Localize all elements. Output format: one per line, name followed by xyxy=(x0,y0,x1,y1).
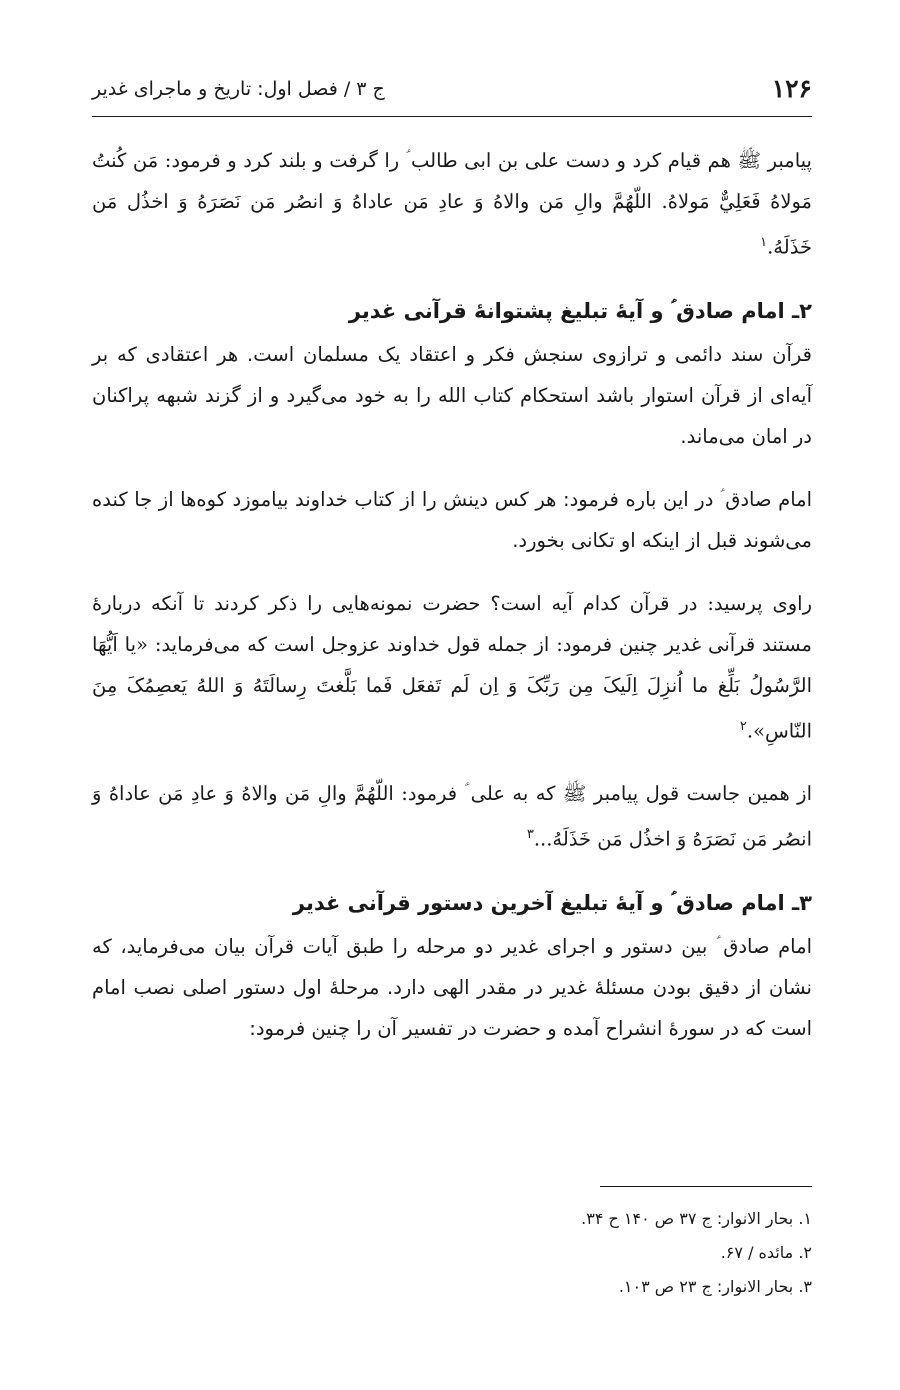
page-body xyxy=(92,140,812,1071)
paragraph-text: راوی پرسید: در قرآن کدام آیه است؟ حضرت نمونه‌هایی را ذکر کردند تا آنکه دربارهٔ مستند قرآنی غدیر چنین فرمود: از جمله قول خداوند عزوجل است که می‌فرماید: «یا اَیُّهَا الرَّسُولُ بَلِّغ ما اُنزِلَ اِلَیکَ مِن رَبِّکَ وَ اِن لَم تَفعَل فَما بَلَّغتَ رِسالَتَهُ وَ اللهُ یَعصِمُکَ مِنَ النّاسِ». xyxy=(92,591,812,742)
page-number: ۱۲۶ xyxy=(771,74,812,103)
paragraph: امام صادق ؑ بین دستور و اجرای غدیر دو مرحله را طبق آیات قرآن بیان می‌فرماید، که نشان از دقیق بودن مسئلهٔ غدیر در مقدر الهی دارد. مرحلهٔ اول دستور اصلی نصب امام است که در سورهٔ انشراح آمده و حضرت در تفسیر آن را چنین فرمود: xyxy=(92,934,812,1040)
header-rule xyxy=(92,116,812,117)
footnote-marker: ۳ xyxy=(526,827,534,842)
section-heading: ۲ـ امام صادق ؑ و آیهٔ تبلیغ پشتوانهٔ قرآنی غدیر xyxy=(348,298,812,323)
footnote-item: ۲. مائده / ۶۷. xyxy=(720,1243,812,1262)
footnote-marker: ۱ xyxy=(760,235,768,250)
paragraph-text: پیامبر ﷺ هم قیام کرد و دست علی بن ابی طالب ؑ را گرفت و بلند کرد و فرمود: مَن كُنتُ مَولاهُ فَعَلِيٌّ مَولاهُ. اللّهُمَّ والِ مَن والاهُ وَ عادِ مَن عاداهُ وَ انصُر مَن نَصَرَهُ وَ اخذُل مَن خَذَلَهُ. xyxy=(92,149,812,259)
footnote-item: ۱. بحار الانوار: ج ۳۷ ص ۱۴۰ ح ۳۴. xyxy=(581,1209,812,1228)
paragraph: قرآن سند دائمی و ترازوی سنجش فکر و اعتقاد یک مسلمان است. هر اعتقادی که بر آیه‌ای از قرآن استوار باشد استحکام کتاب الله را به خود می‌گیرد و از گزند شبهه پراکنان در امان می‌ماند. xyxy=(92,342,812,448)
running-head: ج ۳ / فصل اول: تاریخ و ماجرای غدیر xyxy=(92,78,385,100)
book-page xyxy=(92,0,812,1390)
footnotes xyxy=(92,1202,812,1304)
footnote-marker: ۲ xyxy=(739,718,747,734)
paragraph xyxy=(92,583,812,752)
section-heading: ۳ـ امام صادق ؑ و آیهٔ تبلیغ آخرین دستور قرآنی غدیر xyxy=(292,890,812,915)
paragraph: امام صادق ؑ در این باره فرمود: هر کس دینش را از کتاب خداوند بیاموزد کوه‌ها از جا کنده می‌شوند قبل از اینکه او تکانی بخورد. xyxy=(92,487,812,552)
paragraph xyxy=(92,773,812,860)
footnote-item: ۳. بحار الانوار: ج ۲۳ ص ۱۰۳. xyxy=(618,1277,812,1296)
page-header xyxy=(92,70,812,114)
paragraph xyxy=(92,140,812,268)
footnote-rule xyxy=(600,1186,812,1187)
paragraph-text: از همین جاست قول پیامبر ﷺ که به علی ؑ فرمود: اللّهُمَّ والِ مَن والاهُ وَ عادِ مَن عاداهُ وَ انصُر مَن نَصَرَهُ وَ اخذُل مَن خَذَلَهُ... xyxy=(92,782,812,851)
